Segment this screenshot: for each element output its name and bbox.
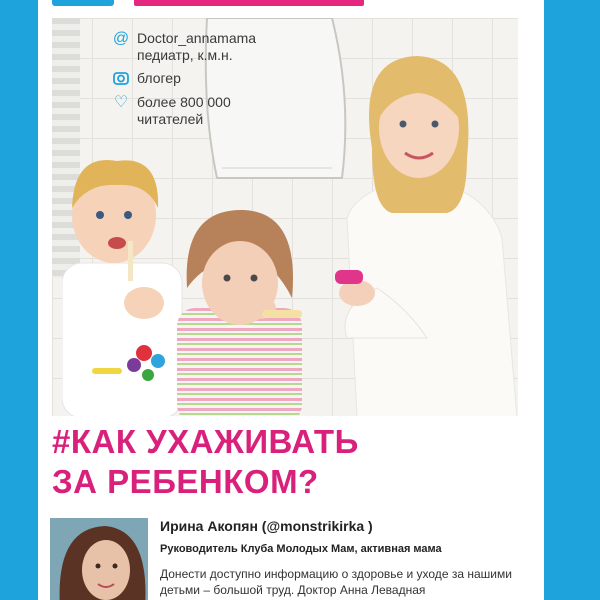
cover-photo (52, 18, 518, 416)
role-row (112, 70, 312, 88)
readers-text: более 800 000 читателей (137, 94, 231, 127)
top-title-strip (134, 0, 364, 6)
mother-figure (317, 38, 517, 416)
title-text: педиатр, к.м.н. (137, 47, 233, 63)
author-quote: Донести доступно информацию о здоровье и уходе за нашими детьми – большой труд. Доктор Анна Левадная (160, 567, 512, 597)
headline-line-2: ЗА РЕБЕНКОМ? (52, 463, 319, 500)
girl-figure (172, 198, 312, 416)
headline-line-1: #КАК УХАЖИВАТЬ (52, 423, 359, 460)
top-tab (52, 0, 114, 6)
handle-row (112, 30, 312, 64)
instagram-camera-icon (112, 70, 130, 88)
role-text: блогер (137, 70, 181, 86)
author-avatar (50, 518, 148, 600)
author-info (112, 30, 312, 134)
author-name: Ирина Акопян (@monstrikirka ) (160, 518, 373, 534)
at-sign-icon: @ (112, 30, 130, 47)
handle-text: Doctor_annamama (137, 30, 257, 46)
readers-row (112, 94, 312, 128)
heart-icon: ♡ (113, 94, 129, 111)
boy-figure (62, 153, 190, 416)
author-role: Руководитель Клуба Молодых Мам, активная мама (160, 543, 442, 555)
headline (52, 422, 532, 502)
book-cover (38, 0, 544, 600)
